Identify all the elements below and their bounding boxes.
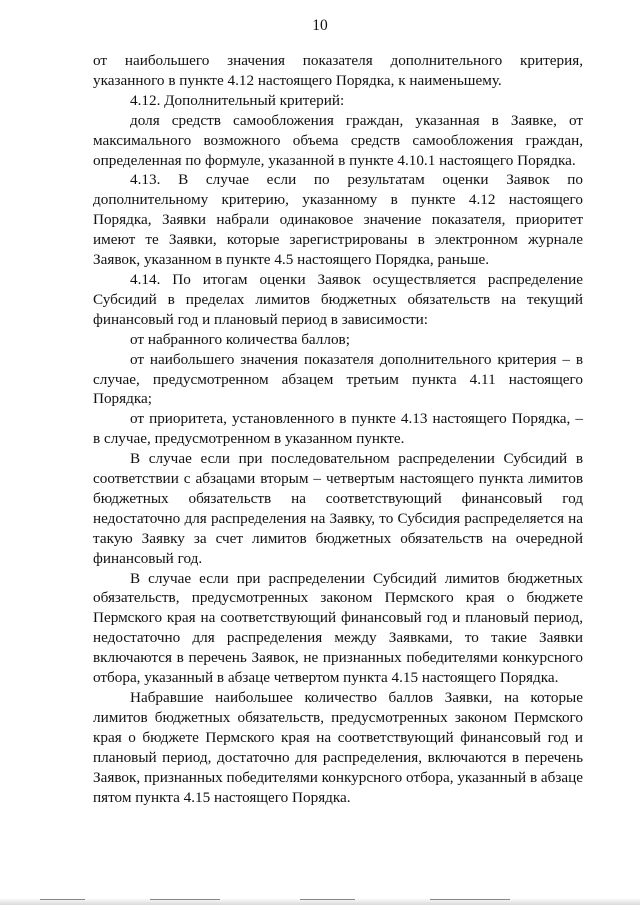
scan-edge-mark [40, 899, 85, 900]
document-body [93, 51, 583, 807]
paragraph-sequential-distribution: В случае если при последовательном распределении Субсидий в соответствии с абзацами вторым – четвертым настоящего пункта лимитов бюджетных обязательств на соответствующий финансовый год недостаточно для распределения на Заявку, то Субсидия распределяется на такую Заявку за счет лимитов бюджетных обязательств на очередной финансовый год. [93, 450, 583, 567]
paragraph-points: от набранного количества баллов; [130, 330, 350, 348]
paragraph-additional-criterion: доля средств самообложения граждан, указанная в Заявке, от максимального возможного объема средств самообложения граждан, определенная по формуле, указанной в пункте 4.10.1 настоящего Порядка. [93, 111, 583, 169]
paragraph-continuation: от наибольшего значения показателя дополнительного критерия, указанного в пункте 4.12 настоящего Порядка, к наименьшему. [93, 52, 583, 89]
paragraph-priority: от приоритета, установленного в пункте 4.13 настоящего Порядка, – в случае, предусмотренном в указанном пункте. [93, 410, 583, 448]
page-number: 10 [312, 17, 328, 34]
scan-edge-mark [150, 899, 220, 900]
paragraph-4-13: 4.13. В случае если по результатам оценки Заявок по дополнительному критерию, указанному в пункте 4.12 настоящего Порядка, Заявки набрали одинаковое значение показателя, приоритет имеют те Заявки, которые зарегистрированы в электронном журнале Заявок, указанном в пункте 4.5 настоящего Порядка, раньше. [93, 171, 583, 269]
paragraph-4-12-heading: 4.12. Дополнительный критерий: [130, 91, 345, 109]
paragraph-4-14: 4.14. По итогам оценки Заявок осуществляется распределение Субсидий в пределах лимитов бюджетных обязательств на текущий финансовый год и плановый период в зависимости: [93, 270, 583, 328]
scan-edge-mark [300, 899, 355, 900]
paragraph-insufficient-limits: В случае если при распределении Субсидий лимитов бюджетных обязательств, предусмотренных законом Пермского края о бюджете Пермского края на соответствующий финансовый год и плановый период, недостаточно для распределения между Заявками, то такие Заявки включаются в перечень Заявок, не признанных победителями конкурсного отбора, указанный в абзаце четвертом пункта 4.15 настоящего Порядка. [93, 569, 583, 687]
scan-edge-mark [430, 899, 510, 900]
paragraph-winners: Набравшие наибольшее количество баллов Заявки, на которые лимитов бюджетных обязательств, предусмотренных законом Пермского края о бюджете Пермского края на соответствующий финансовый год и плановый период, достаточно для распределения, включаются в перечень Заявок, признанных победителями конкурсного отбора, указанный в абзаце пятом пункта 4.15 настоящего Порядка. [93, 689, 583, 806]
paragraph-additional-criterion-value: от наибольшего значения показателя дополнительного критерия – в случае, предусмотренном абзацем третьим пункта 4.11 настоящего Порядка; [93, 350, 583, 408]
